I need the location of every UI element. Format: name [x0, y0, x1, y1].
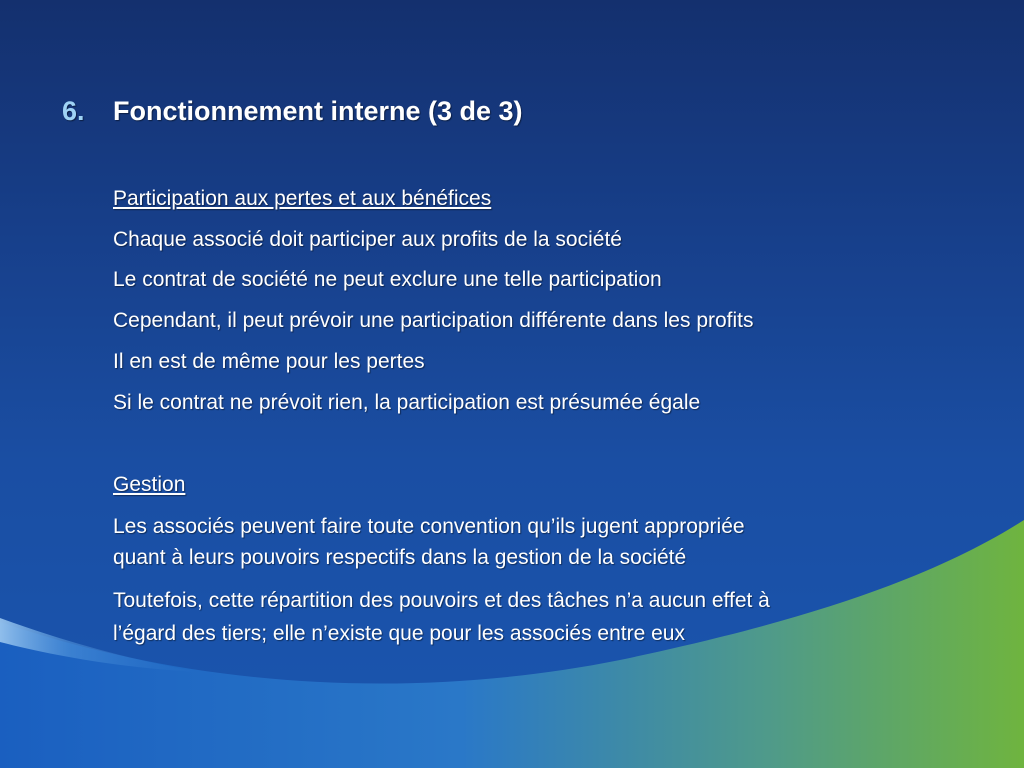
body-line: Toutefois, cette répartition des pouvoirs et des tâches n’a aucun effet à — [113, 589, 770, 612]
slide-title: Fonctionnement interne (3 de 3) — [113, 96, 523, 126]
body-line: Si le contrat ne prévoit rien, la participation est présumée égale — [113, 391, 701, 414]
body-line: l’égard des tiers; elle n’existe que pour les associés entre eux — [113, 622, 685, 645]
body-line: Il en est de même pour les pertes — [113, 350, 425, 373]
section-heading-gestion: Gestion — [113, 473, 186, 496]
section-heading-participation: Participation aux pertes et aux bénéfices — [113, 187, 492, 210]
body-line: quant à leurs pouvoirs respectifs dans la gestion de la société — [113, 546, 687, 569]
body-line: Le contrat de société ne peut exclure une telle participation — [113, 268, 662, 291]
title-number: 6. — [62, 96, 85, 126]
body-line: Cependant, il peut prévoir une participation différente dans les profits — [113, 309, 754, 332]
body-line: Chaque associé doit participer aux profits de la société — [113, 228, 622, 251]
body-line: Les associés peuvent faire toute convention qu’ils jugent appropriée — [113, 515, 745, 538]
